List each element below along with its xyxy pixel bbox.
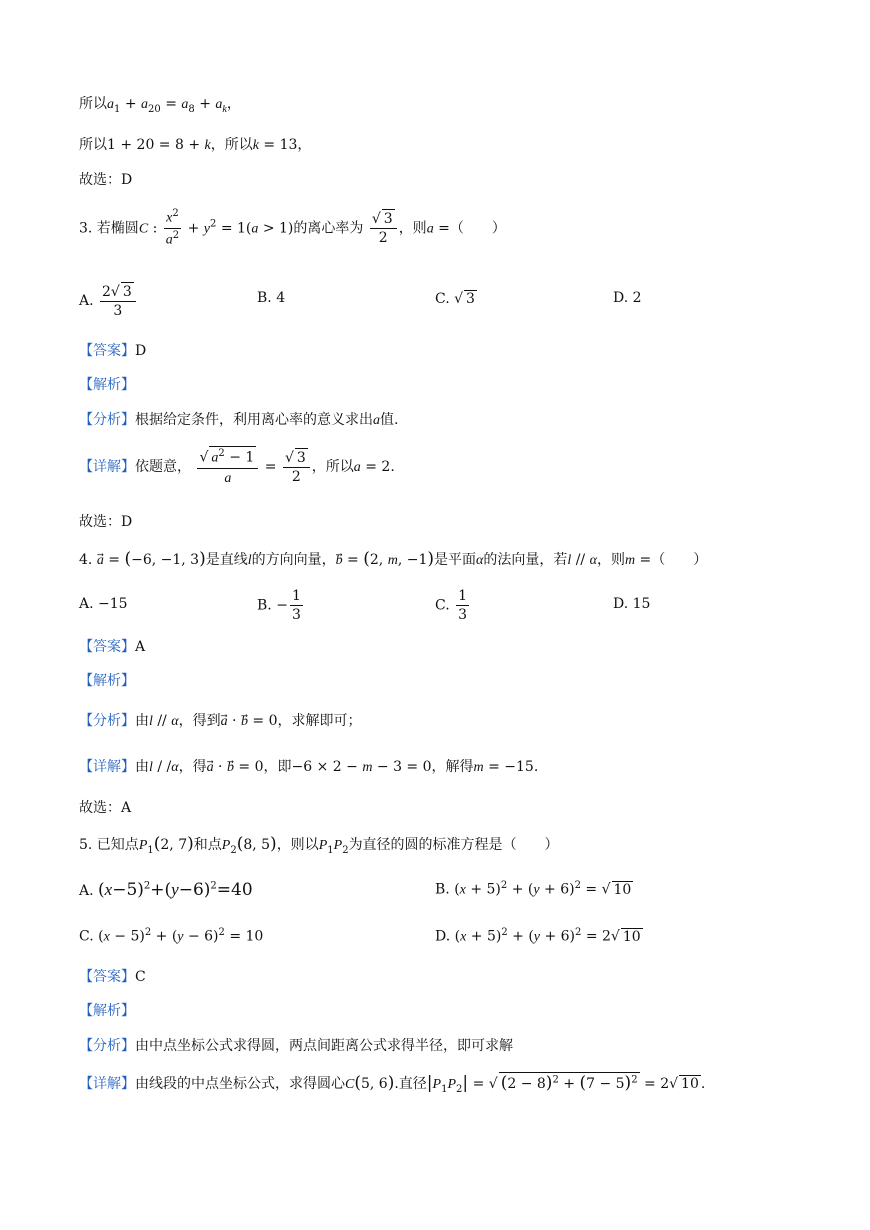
line-a1-a20: 所以$a_1 + a_{20} = a_8 + a_k$， xyxy=(79,96,241,115)
q4-answer: 【答案】A xyxy=(79,639,146,655)
q4-xiangjie: 【详解】由l / /α，得a⃗ · b⃗ = 0，即−6 × 2 − m − 3 = 0，解得m = −15. xyxy=(79,759,539,775)
q5-stem: 5. 已知点$P_1(2$, 7)和点$P_2(8$, 5)，则以$P_1P_2$为直径的圆的标准方程是（ ） xyxy=(79,834,559,856)
q3-fenxi: 【分析】根据给定条件，利用离心率的意义求出a值. xyxy=(79,412,399,428)
q5-option-b[interactable]: B. $(x + 5)^2 + (y + 6)^2$ = √ 10 xyxy=(435,880,632,898)
q3-answer: 【答案】D xyxy=(79,343,147,359)
q3-conclusion: 故选：D xyxy=(79,514,133,530)
q4-option-c[interactable]: C. $\frac{1}{3}$ xyxy=(435,588,468,624)
q4-conclusion: 故选：A xyxy=(79,800,132,816)
q4-analysis-tag: 【解析】 xyxy=(79,673,135,689)
q3-ellipse-fraction: $\frac{x^2}{a^2}$ xyxy=(165,208,180,248)
line-k-value: 所以1 + 20 = 8 + k，所以k = 13， xyxy=(79,137,312,153)
q3-analysis-tag: 【解析】 xyxy=(79,377,135,393)
q3-eccentricity-fraction: $\frac{√ 3}{2}$ xyxy=(370,209,397,247)
q4-option-a[interactable]: A. −15 xyxy=(79,596,128,612)
q4-fenxi: 【分析】由l // α，得到a⃗ · b⃗ = 0，求解即可； xyxy=(79,713,362,729)
q4-stem: 4. a⃗ = (−6, −1, 3)是直线l的方向向量，b⃗ = (2, m, −1)是平面α的法向量，若l // α，则m =（ ） xyxy=(79,549,708,569)
line-conclusion-q2: 故选：D xyxy=(79,172,133,188)
q4-option-d[interactable]: D. 15 xyxy=(613,596,651,612)
q3-option-d[interactable]: D. 2 xyxy=(613,290,642,306)
q5-answer: 【答案】C xyxy=(79,969,146,985)
q5-analysis-tag: 【解析】 xyxy=(79,1003,135,1019)
q5-option-a[interactable]: A. $(x-5)^2+(y-6)^2=40$ xyxy=(79,880,253,900)
q5-xiangjie: 【详解】由线段的中点坐标公式，求得圆心C(5, 6).直径$|P_1P_2|$ = √ $(2 - 8)^2 + (7 - 5)^2 = 2√$ 10 . xyxy=(79,1073,706,1095)
q4-option-b[interactable]: B. − $\frac{1}{3}$ xyxy=(257,588,301,624)
q5-option-d[interactable]: D. $(x + 5)^2 + (y + 6)^2 = 2√$ 10 xyxy=(435,927,641,945)
q5-option-c[interactable]: C. $(x - 5)^2 + (y - 6)^2 = 10$ xyxy=(79,927,264,945)
q3-option-b[interactable]: B. 4 xyxy=(257,290,286,306)
q3-stem: 3. 若椭圆C : $\frac{x^2}{a^2}$ + $y^2 = 1(a > 1)$的离心率为 $\frac{√ 3}{2}$ ，则a =（ ） xyxy=(79,207,506,250)
q5-fenxi: 【分析】由中点坐标公式求得圆，两点间距离公式求得半径，即可求解 xyxy=(79,1038,513,1054)
q3-option-c[interactable]: C. √ 3 xyxy=(435,291,475,307)
q3-option-a[interactable]: A. $\frac{2√ 3}{3}$ xyxy=(79,282,138,320)
q3-xiangjie: 【详解】依题意， $\frac{√ a^2 - 1}{a}$ = $\frac{√ 3}{2}$ ，所以a = 2. xyxy=(79,448,395,486)
